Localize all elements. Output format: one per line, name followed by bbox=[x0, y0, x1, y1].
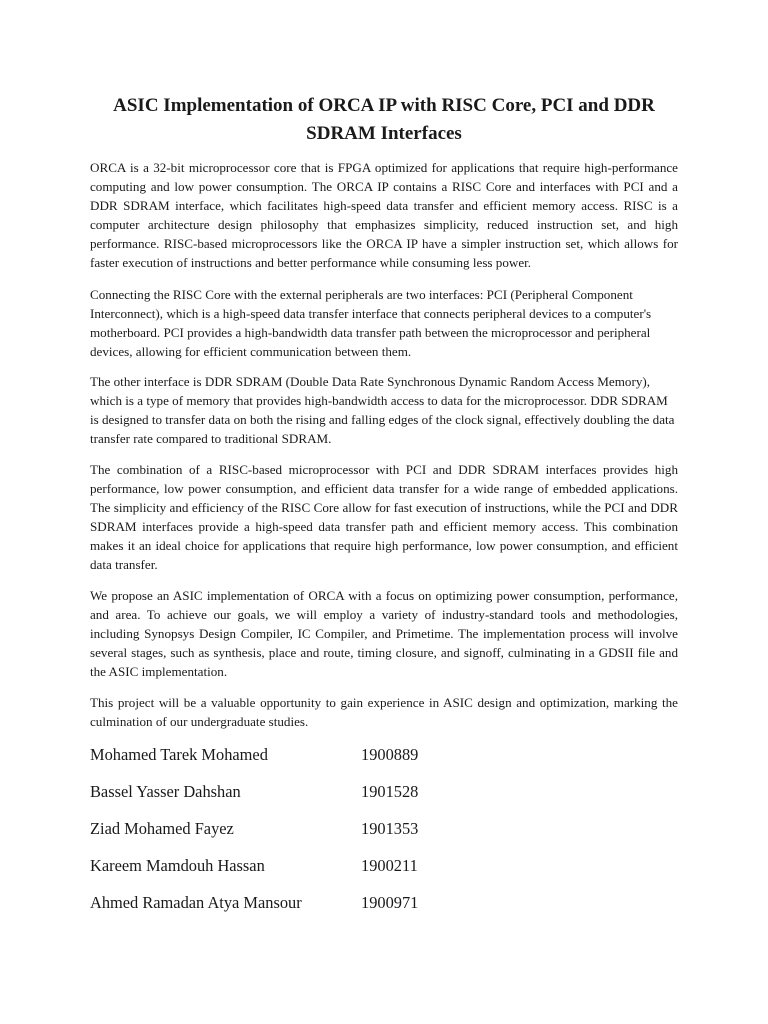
member-id: 1900889 bbox=[361, 745, 419, 764]
paragraph-combination: The combination of a RISC-based microprocessor with PCI and DDR SDRAM interfaces provides high performance, low power consumption, and efficient data transfer for a wide range of embedded applications. The simplicity and efficiency of the RISC Core allow for fast execution of instructions, while the PCI and DDR SDRAM interfaces provide a high-speed data transfer path and efficient memory access. This combination makes it an ideal choice for applications that require high performance, low power consumption, and efficient data transfer. bbox=[90, 462, 678, 572]
paragraph-closing: This project will be a valuable opportunity to gain experience in ASIC design and optimization, marking the culmination of our undergraduate studies. bbox=[90, 695, 678, 729]
member-row bbox=[90, 780, 490, 817]
member-row bbox=[90, 817, 490, 854]
member-row bbox=[90, 854, 490, 891]
member-name: Mohamed Tarek Mohamed bbox=[90, 745, 268, 764]
member-id: 1900971 bbox=[361, 893, 419, 912]
member-id: 1901528 bbox=[361, 782, 419, 801]
member-row bbox=[90, 891, 490, 928]
member-name: Bassel Yasser Dahshan bbox=[90, 782, 241, 801]
member-row bbox=[90, 743, 490, 780]
paragraph-pci-interface: Connecting the RISC Core with the external peripherals are two interfaces: PCI (Peripheral Component Interconnect), which is a high-speed data transfer interface that connects peripheral devices to a computer's motherboard. PCI provides a high-bandwidth data transfer path between the microprocessor and peripheral devices, allowing for efficient communication between them. bbox=[90, 287, 652, 359]
document-title: ASIC Implementation of ORCA IP with RISC Core, PCI and DDR SDRAM Interfaces bbox=[113, 95, 655, 144]
paragraph-orca-intro: ORCA is a 32-bit microprocessor core that is FPGA optimized for applications that require high-performance computing and low power consumption. The ORCA IP contains a RISC Core and interfaces with PCI and a DDR SDRAM interface, which facilitates high-speed data transfer and efficient memory access. RISC is a computer architecture design philosophy that emphasizes simplicity, reduced instruction set, and high performance. RISC-based microprocessors like the ORCA IP have a simpler instruction set, which allows for faster execution of instructions and better performance while consuming less power. bbox=[90, 160, 678, 270]
paragraph-proposal: We propose an ASIC implementation of ORCA with a focus on optimizing power consumption, performance, and area. To achieve our goals, we will employ a variety of industry-standard tools and methodologies, including Synopsys Design Compiler, IC Compiler, and Primetime. The implementation process will involve several stages, such as synthesis, place and route, timing closure, and signoff, culminating in a GDSII file and the ASIC implementation. bbox=[90, 588, 678, 679]
team-members-list bbox=[90, 743, 490, 928]
member-name: Ahmed Ramadan Atya Mansour bbox=[90, 893, 302, 912]
member-name: Ziad Mohamed Fayez bbox=[90, 819, 234, 838]
member-name: Kareem Mamdouh Hassan bbox=[90, 856, 265, 875]
member-id: 1901353 bbox=[361, 819, 419, 838]
paragraph-ddr-sdram-interface: The other interface is DDR SDRAM (Double Data Rate Synchronous Dynamic Random Access Memory), which is a type of memory that provides high-bandwidth access to data for the microprocessor. DDR SDRAM is designed to transfer data on both the rising and falling edges of the clock signal, effectively doubling the data transfer rate compared to traditional SDRAM. bbox=[90, 374, 675, 446]
member-id: 1900211 bbox=[361, 856, 418, 875]
